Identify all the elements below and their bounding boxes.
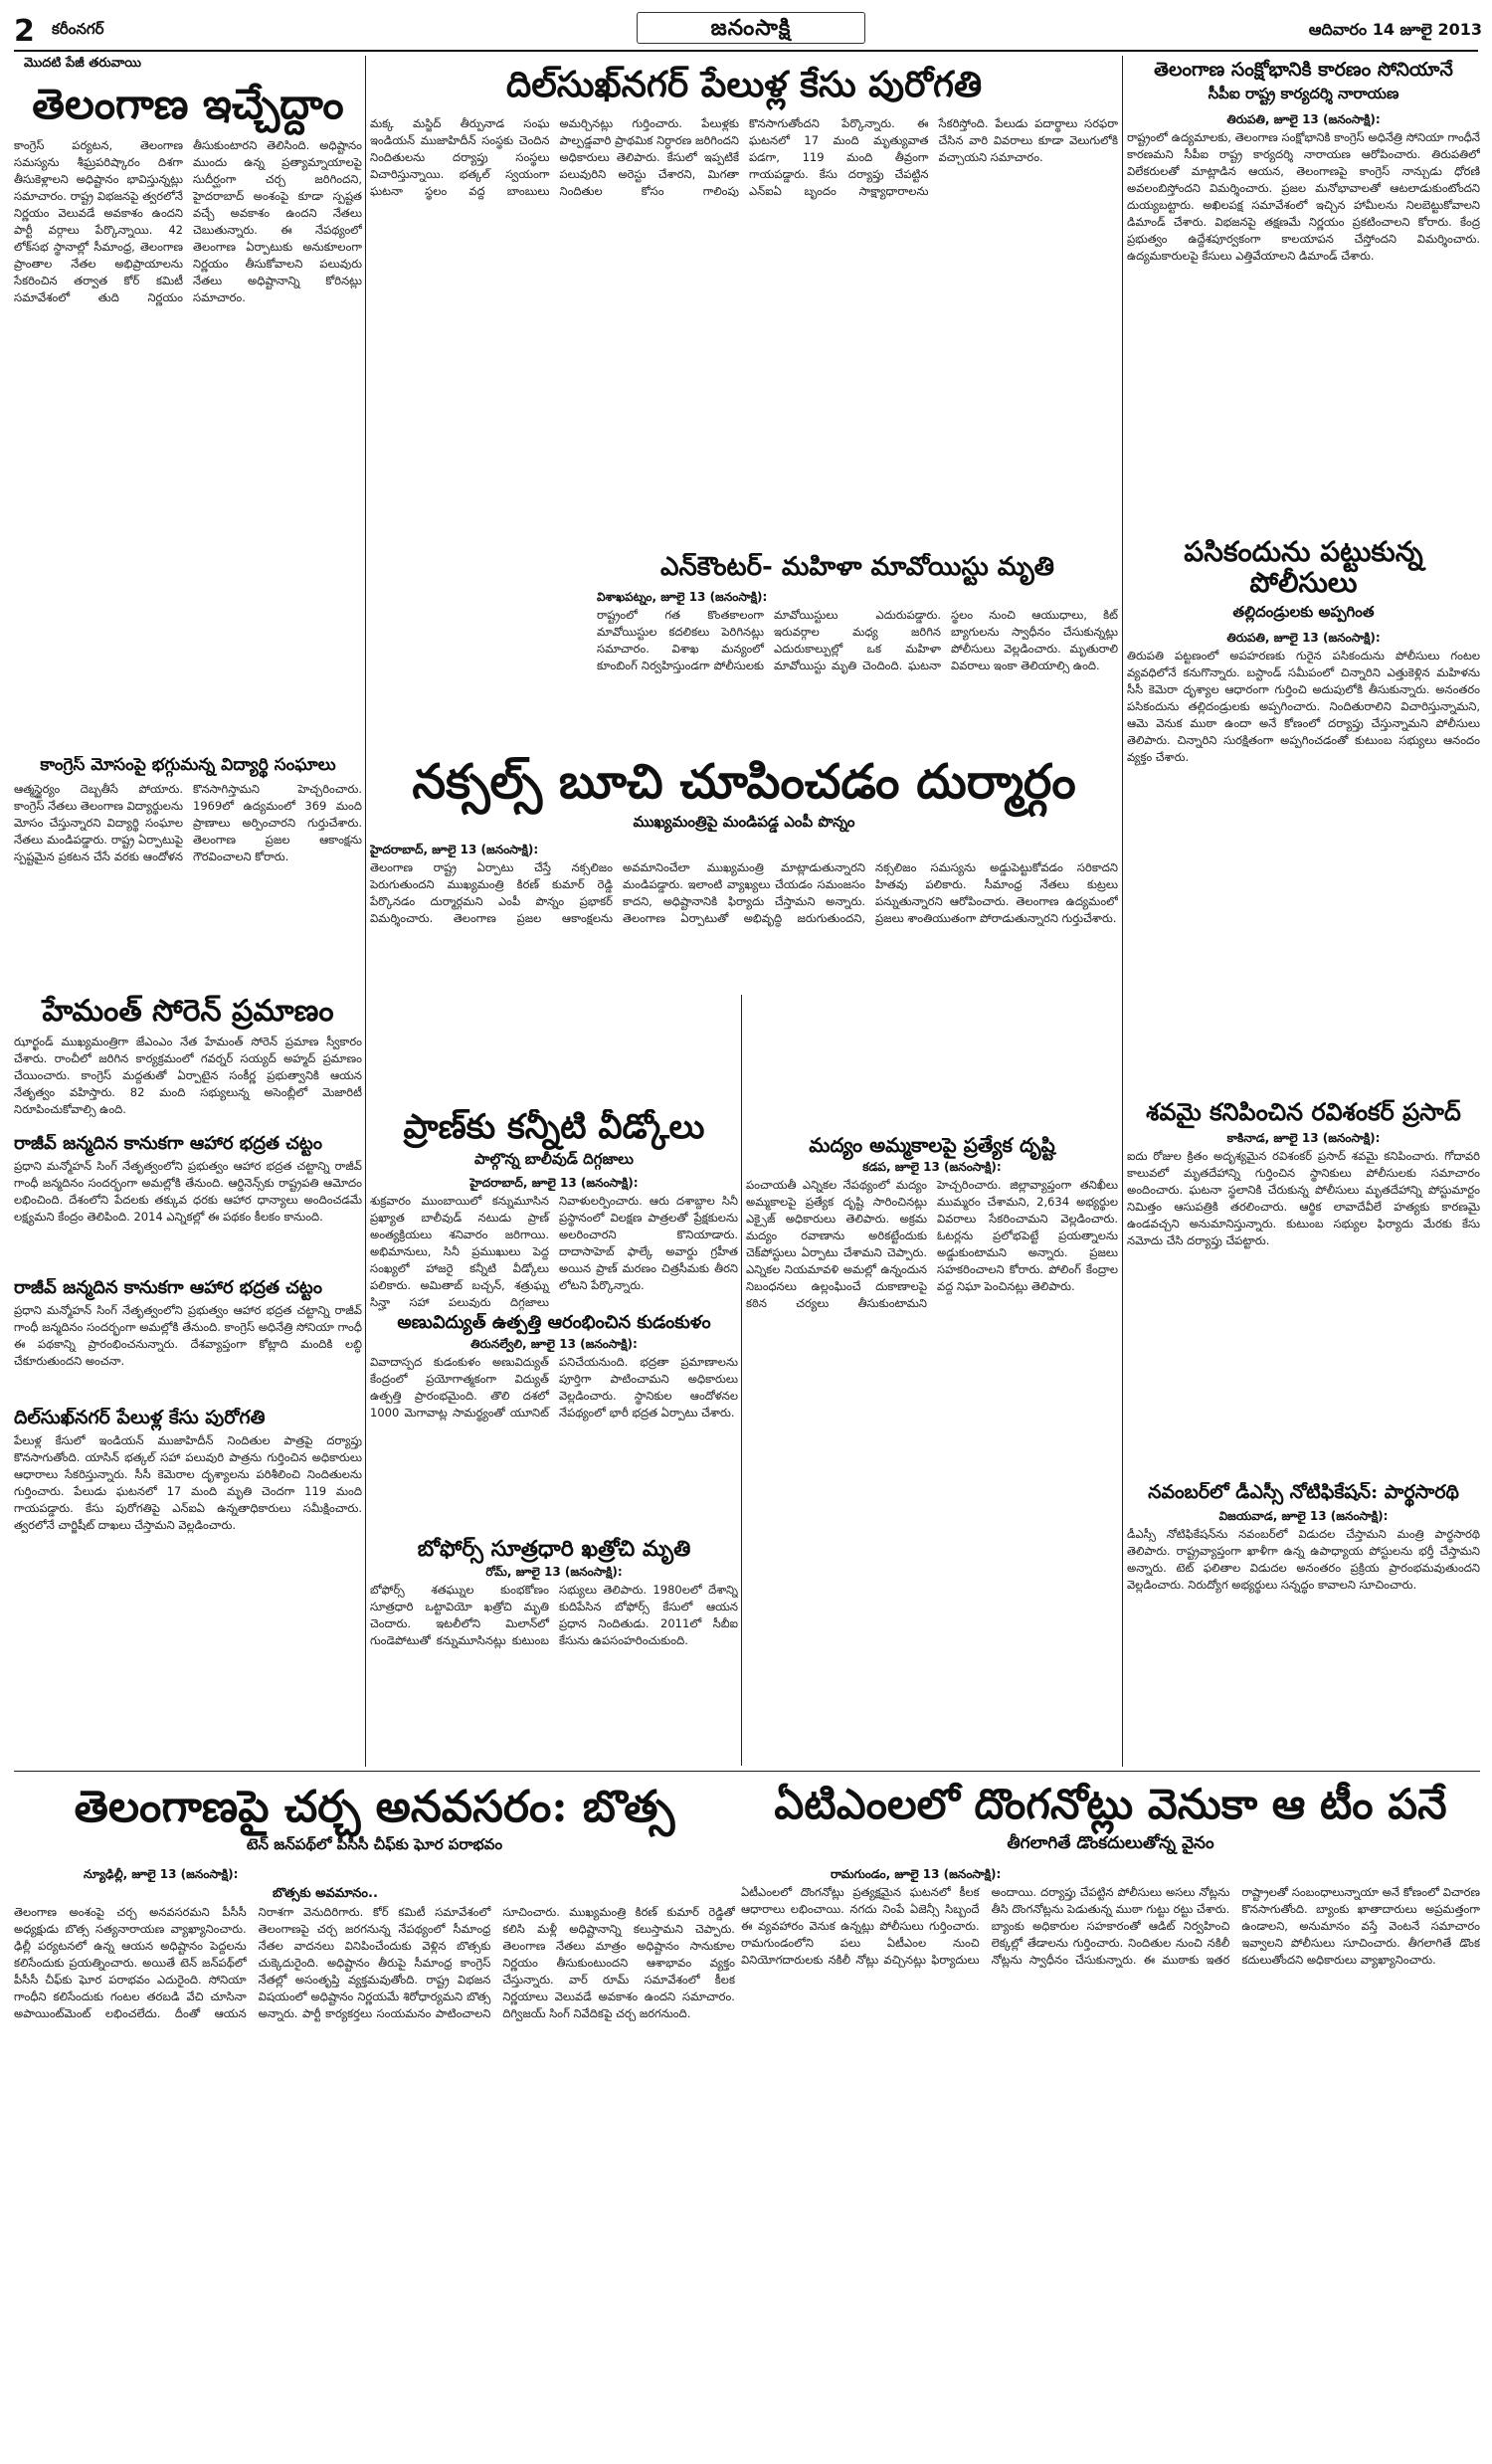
story-headline: ప్రాణ్‌కు కన్నీటి వీడ్కోలు [403,1109,705,1147]
story-dateline: రామగుండం, జూలై 13 (జనంసాక్షి): [831,1867,1002,1882]
story-headline: శవమై కనిపించిన రవిశంకర్ ప్రసాద్ [1146,1099,1461,1126]
story-headline: బోఫోర్స్ సూత్రధారి ఖత్రోచి మృతి [417,1537,691,1562]
story-body: మక్క మస్జిద్ తీర్పునాడ సంఘ ఇండియన్ ముజాహిదీన్ సంస్థకు చెందిన నిందితులను దర్యాప్తు సంస్థలు విచారిస్తున్నాయి. భత్కల్ స్వయంగా ఘటనా స్థలం వద్ద బాంబులు అమర్చినట్లు గుర్తించారు. పేలుళ్లకు పాల్పడ్డవారి ప్రాథమిక నిర్ధారణ జరిగిందని అధికారులు తెలిపారు. కేసులో ఇప్పటికే పలువురిని అరెస్టు చేశారని, మిగతా నిందితుల కోసం గాలింపు కొనసాగుతోందని పేర్కొన్నారు. ఈ ఘటనలో 17 మంది మృత్యువాత పడగా, 119 మంది తీవ్రంగా గాయపడ్డారు. కేసు దర్యాప్తు చేపట్టిన ఎన్ఐఏ బృందం సాక్ష్యాధారాలను సేకరిస్తోంది. పేలుడు పదార్థాలు సరఫరా చేసిన వారి వివరాలు కూడా వెలుగులోకి వచ్చాయని సమాచారం. [370,115,1118,198]
story-body: కాంగ్రెస్ పర్యటన, తెలంగాణ సమస్యను శీఘ్రపరిష్కారం దిశగా తీసుకెళ్లాలని అధిష్టానం భావిస్తున్నట్లు సమాచారం. రాష్ట్ర విభజనపై త్వరలోనే నిర్ణయం వెలువడే అవకాశం ఉందని పార్టీ వర్గాలు పేర్కొన్నాయి. 42 లోక్‌సభ స్థానాల్లో సీమాంధ్ర, తెలంగాణ ప్రాంతాల నేతల అభిప్రాయాలను సేకరించిన తర్వాత కోర్ కమిటీ సమావేశంలో తుది నిర్ణయం తీసుకుంటారని తెలిసింది. అధిష్టానం ముందు ఉన్న ప్రత్యామ్నాయాలపై సుదీర్ఘంగా చర్చ జరిగిందని, హైదరాబాద్ అంశంపై కూడా స్పష్టత వచ్చే అవకాశం ఉందని నేతలు చెబుతున్నారు. ఈ నేపథ్యంలో తెలంగాణ ఏర్పాటుకు అనుకూలంగా నిర్ణయం తీసుకోవాలని పలువురు నేతలు అధిష్టానాన్ని కోరినట్లు సమాచారం. [14,138,362,305]
story-body: వివాదాస్పద కుడంకుళం అణువిద్యుత్ కేంద్రంలో ప్రయోగాత్మకంగా విద్యుత్ ఉత్పత్తి ప్రారంభమైంది. తొలి దశలో 1000 మెగావాట్ల సామర్థ్యంతో యూనిట్ పనిచేయనుంది. భద్రతా ప్రమాణాలను పూర్తిగా పాటించామని అధికారులు వెల్లడించారు. స్థానికుల ఆందోళనల నేపథ్యంలో భారీ భద్రత ఏర్పాటు చేశారు. [370,1354,738,1420]
story-dateline: హైదరాబాద్, జూలై 13 (జనంసాక్షి): [469,1176,639,1191]
story-body: ప్రధాని మన్మోహన్ సింగ్ నేతృత్వంలోని ప్రభుత్వం ఆహార భద్రత చట్టాన్ని రాజీవ్ గాంధీ జన్మదినం సందర్భంగా అమల్లోకి తేనుంది. ఆర్డినెన్స్‌కు రాష్ట్రపతి ఆమోదం లభించింది. దేశంలోని పేదలకు తక్కువ ధరకు ఆహార ధాన్యాలు అందించడమే లక్ష్యమని కేంద్రం తెలిపింది. 2014 ఎన్నికల్లో ఈ పథకం కీలకం కానుంది. [14,1158,362,1224]
story-liquor [746,1134,1118,1766]
story-body: శుక్రవారం ముంబాయిలో కన్నుమూసిన ప్రఖ్యాత బాలీవుడ్ నటుడు ప్రాణ్ అంత్యక్రియలు శనివారం జరిగాయి. అభిమానులు, సినీ ప్రముఖులు పెద్ద సంఖ్యలో హాజరై కన్నీటి వీడ్కోలు పలికారు. అమితాబ్ బచ్చన్, శత్రుఘ్న సిన్హా సహా పలువురు దిగ్గజాలు నివాళులర్పించారు. ఆరు దశాబ్దాల సినీ ప్రస్థానంలో విలక్షణ పాత్రలతో ప్రేక్షకులను అలరించారని కొనియాడారు. దాదాసాహెబ్ ఫాల్కే అవార్డు గ్రహీత అయిన ప్రాణ్ మరణం చిత్రసీమకు తీరని లోటని పేర్కొన్నారు. [370,1194,738,1310]
story-headline: పసికందును పట్టుకున్న పోలీసులు [1184,537,1423,599]
column-divider [741,995,742,1766]
story-kudankulam [370,1313,738,1537]
story-subhead: తల్లిదండ్రులకు అప్పగింత [1232,602,1375,621]
column-divider [1122,56,1123,1767]
header-rule [14,50,1478,52]
story-body: బోఫోర్స్ శతఘ్నుల కుంభకోణం సూత్రధారి ఒట్టావియో ఖత్రోచి మృతి చెందారు. ఇటలీలోని మిలాన్‌లో గుండెపోటుతో కన్నుమూసినట్లు కుటుంబ సభ్యులు తెలిపారు. 1980లలో దేశాన్ని కుదిపేసిన బోఫోర్స్ కేసులో ఆయన ప్రధాన నిందితుడు. 2011లో సీబీఐ కేసును ఉపసంహరించుకుంది. [370,1583,738,1648]
story-headline: తెలంగాణ సంక్షోభానికి కారణం సోనియానే [1154,59,1453,81]
story-headline: ఎన్‌కౌంటర్- మహిళా మావోయిస్టు మృతి [660,553,1054,582]
story-bofors [370,1537,738,1766]
masthead-title: జనంసాక్షి [710,15,792,41]
story-headline: తెలంగాణపై చర్చ అనవసరం: బొత్స [74,1782,675,1832]
story-student-unions [14,756,362,995]
story-encounter [597,553,1118,752]
story-dilsukhnagar-top [370,56,1118,563]
story-food-security-2 [14,1278,362,1408]
story-headline: హేమంత్ సోరెన్ ప్రమాణం [42,995,334,1029]
story-dateline: రోమ్, జూలై 13 (జనంసాక్షి): [485,1565,623,1580]
story-body: ఐదు రోజుల క్రితం అదృశ్యమైన రవిశంకర్ ప్రసాద్ శవమై కనిపించారు. గోదావరి కాలువలో మృతదేహాన్ని గుర్తించిన స్థానికులు పోలీసులకు సమాచారం అందించారు. ఘటనా స్థలానికి చేరుకున్న పోలీసులు మృతదేహాన్ని పోస్టుమార్టం నిమిత్తం ఆసుపత్రికి తరలించారు. ఆర్థిక లావాదేవీలే హత్యకు కారణమై ఉండవచ్చని అనుమానిస్తున్నారు. కుటుంబ సభ్యుల ఫిర్యాదు మేరకు కేసు నమోదు చేసి దర్యాప్తు చేపట్టారు. [1127,1149,1480,1248]
story-headline: రాజీవ్ జన్మదిన కానుకగా ఆహార భద్రత చట్టం [14,1278,322,1298]
story-body: తిరుపతి పట్టణంలో అపహరణకు గురైన పసికందును పోలీసులు గంటల వ్యవధిలోనే కనుగొన్నారు. బస్టాండ్ సమీపంలో చిన్నారిని ఎత్తుకెళ్లిన మహిళను సీసీ కెమెరా దృశ్యాల ఆధారంగా గుర్తించి అదుపులోకి తీసుకున్నారు. అనంతరం పసికందును తల్లిదండ్రులకు అప్పగించారు. నిందితురాలిని విచారిస్తున్నామని, ఆమె వెనుక ముఠా ఉందా అనే కోణంలో దర్యాప్తు చేస్తున్నామని పోలీసులు తెలిపారు. చిన్నారిని సురక్షితంగా అప్పగించడంతో కుటుంబ సభ్యులు ఆనందం వ్యక్తం చేశారు. [1127,648,1480,764]
story-dateline: న్యూఢిల్లీ, జూలై 13 (జనంసాక్షి): [84,1867,239,1882]
story-headline: అణువిద్యుత్ ఉత్పత్తి ఆరంభించిన కుడంకుళం [397,1313,711,1333]
story-bothsa [14,1776,735,2452]
masthead-logo [637,12,865,44]
story-headline: ఏటిఎంలలో దొంగనోట్లు వెనుకా ఆ టీం పనే [774,1780,1447,1828]
story-pran [370,1109,738,1323]
story-dateline: కాకినాడ, జూలై 13 (జనంసాక్షి): [1226,1131,1381,1146]
story-body: పేలుళ్ల కేసులో ఇండియన్ ముజాహిదీన్ నిందితుల పాత్రపై దర్యాప్తు కొనసాగుతోంది. యాసిన్ భత్కల్ సహా పలువురి పాత్రను గుర్తించిన అధికారులు ఆధారాలు సేకరిస్తున్నారు. సీసీ కెమెరాల దృశ్యాలను పరిశీలించి నిందితులను గుర్తించారు. పేలుడు ఘటనలో 17 మంది మృతి చెందగా 119 మంది గాయపడ్డారు. కేసు పురోగతిపై ఎన్ఐఏ ఉన్నతాధికారులు సమీక్షించారు. త్వరలోనే చార్జిషీట్ దాఖలు చేస్తామని వెల్లడించారు. [14,1432,362,1532]
story-atm-fake-notes [741,1776,1480,2452]
story-body: రాష్ట్రంలో గత కొంతకాలంగా మావోయిస్టుల కదలికలు పెరిగినట్లు సమాచారం. విశాఖ మన్యంలో కూంబింగ్ నిర్వహిస్తుండగా పోలీసులకు మావోయిస్టులు ఎదురుపడ్డారు. ఇరువర్గాల మధ్య జరిగిన ఎదురుకాల్పుల్లో ఒక మహిళా మావోయిస్టు మృతి చెందింది. ఘటనా స్థలం నుంచి ఆయుధాలు, కిట్ బ్యాగులను స్వాధీనం చేసుకున్నట్లు పోలీసులు వెల్లడించారు. మృతురాలి వివరాలు ఇంకా తెలియాల్సి ఉంది. [597,607,1118,672]
story-body: రాష్ట్రంలో ఉద్యమాలకు, తెలంగాణ సంక్షోభానికి కాంగ్రెస్ అధినేత్రి సోనియా గాంధీనే కారణమని సీపీఐ రాష్ట్ర కార్యదర్శి నారాయణ ఆరోపించారు. తిరుపతిలో విలేకరులతో మాట్లాడిన ఆయన, తెలంగాణపై కాంగ్రెస్ నాన్చుడు ధోరణి అవలంబిస్తోందని విమర్శించారు. ప్రజల మనోభావాలతో ఆటలాడుకుంటోందని దుయ్యబట్టారు. అఖిలపక్ష సమావేశంలో ఇచ్చిన హామీలను నిలబెట్టుకోవాలని డిమాండ్ చేశారు. విభజనపై తక్షణమే నిర్ణయం ప్రకటించాలని కోరారు. కేంద్ర ప్రభుత్వం ఉద్దేశపూర్వకంగా కాలయాపన చేస్తోందని విమర్శించారు. ఉద్యమకారులపై కేసులు ఎత్తివేయాలని డిమాండ్ చేశారు. [1127,129,1480,263]
story-dateline: విజయవాడ, జూలై 13 (జనంసాక్షి): [1218,1508,1389,1523]
story-cpi-narayana [1127,56,1480,533]
story-subhead: పాల్గొన్న బాలీవుడ్ దిగ్గజాలు [474,1150,634,1169]
story-headline: నవంబర్‌లో డీఎస్సీ నోటిఫికేషన్: పార్థసారథి [1148,1482,1459,1503]
story-subhead: ముఖ్యమంత్రిపై మండిపడ్డ ఎంపీ పొన్నం [633,812,855,831]
story-headline: దిల్‌సుఖ్‌నగర్ పేలుళ్ల కేసు పురోగతి [14,1408,266,1428]
story-headline: రాజీవ్ జన్మదిన కానుకగా ఆహార భద్రత చట్టం [14,1134,322,1154]
story-body: పంచాయతీ ఎన్నికల నేపథ్యంలో మద్యం అమ్మకాలపై ప్రత్యేక దృష్టి సారించినట్లు ఎక్సైజ్ అధికారులు తెలిపారు. అక్రమ మద్యం రవాణాను అరికట్టేందుకు చెక్‌పోస్టులు ఏర్పాటు చేశామని చెప్పారు. ఎన్నికల నియమావళి అమల్లో ఉన్నందున నిబంధనలు ఉల్లంఘించే దుకాణాలపై కఠిన చర్యలు తీసుకుంటామని హెచ్చరించారు. జిల్లావ్యాప్తంగా తనిఖీలు ముమ్మరం చేశామని, 2,634 అభ్యర్థుల వివరాలు సేకరించామని వెల్లడించారు. ఓటర్లను ప్రలోభపెట్టే ప్రయత్నాలను అడ్డుకుంటామని అన్నారు. ప్రజలు సహకరించాలని కోరారు. పోలింగ్ కేంద్రాల వద్ద నిఘా పెంచినట్లు తెలిపారు. [746,1178,1118,1310]
page-number: 2 [14,14,35,49]
story-naxals [370,756,1118,995]
story-subhead: తీగలాగితే డొంకదులుతోన్న వైనం [1007,1833,1214,1854]
edition-name: కరీంనగర్ [52,20,104,38]
story-headline: కాంగ్రెస్ మోసంపై భగ్గుమన్న విద్యార్థి సంఘాలు [40,756,336,775]
story-subhead: సీపీఐ రాష్ట్ర కార్యదర్శి నారాయణ [1208,84,1399,102]
column-divider [365,752,366,1767]
story-subhead: టెన్ జన్‌పథ్‌లో పీసీసీ చీఫ్‌కు ఘోర పరాభవం [246,1835,503,1854]
story-police-child [1127,537,1480,915]
column-divider [365,56,366,752]
story-headline: మద్యం అమ్మకాలపై ప్రత్యేక దృష్టి [809,1134,1055,1157]
story-kicker: మొదటి పేజీ తరువాయి [24,56,141,71]
story-body: ఝార్ఖండ్ ముఖ్యమంత్రిగా జేఎంఎం నేత హేమంత్ సోరెన్ ప్రమాణ స్వీకారం చేశారు. రాంచీలో జరిగిన కార్యక్రమంలో గవర్నర్ సయ్యద్ అహ్మద్ ప్రమాణం చేయించారు. కాంగ్రెస్ మద్దతుతో ఏర్పాటైన సంకీర్ణ ప్రభుత్వానికి ఆయన నేతృత్వం వహిస్తారు. 82 మంది సభ్యులున్న అసెంబ్లీలో మెజారిటీ నిరూపించుకోవాల్సి ఉంది. [14,1035,362,1116]
story-body: ఏటీఎంలలో దొంగనోట్లు ప్రత్యక్షమైన ఘటనలో కీలక ఆధారాలు లభించాయి. నగదు నింపే ఏజెన్సీ సిబ్బందే ఈ వ్యవహారం వెనుక ఉన్నట్లు పోలీసులు గుర్తించారు. రామగుండంలోని పలు ఏటీఎంల నుంచి వినియోగదారులకు నకిలీ నోట్లు వచ్చినట్లు ఫిర్యాదులు అందాయి. దర్యాప్తు చేపట్టిన పోలీసులు అసలు నోట్లను తీసి దొంగనోట్లను పెడుతున్న ముఠా గుట్టు రట్టు చేశారు. బ్యాంకు అధికారుల సహకారంతో ఆడిట్ నిర్వహించి లెక్కల్లో తేడాలను గుర్తించారు. నిందితుల నుంచి నకిలీ నోట్లను స్వాధీనం చేసుకున్నారు. ఈ ముఠాకు ఇతర రాష్ట్రాలతో సంబంధాలున్నాయా అనే కోణంలో విచారణ కొనసాగుతోంది. బ్యాంకు ఖాతాదారులు అప్రమత్తంగా ఉండాలని, అనుమానం వస్తే వెంటనే సమాచారం ఇవ్వాలని పోలీసులు సూచించారు. తీగలాగితే డొంక కదులుతోందని అధికారులు వ్యాఖ్యానించారు. [741,1885,1480,1968]
story-body: తెలంగాణ అంశంపై చర్చ అనవసరమని పీసీసీ అధ్యక్షుడు బొత్స సత్యనారాయణ వ్యాఖ్యానించారు. ఢిల్లీ పర్యటనలో ఉన్న ఆయన అధిష్టానం పెద్దలను కలిసేందుకు ప్రయత్నించారు. అయితే టెన్ జన్‌పథ్‌లో పీసీసీ చీఫ్‌కు ఘోర పరాభవం ఎదురైంది. సోనియా గాంధీని కలిసేందుకు గంటల తరబడి వేచి చూసినా అపాయింట్‌మెంట్ లభించలేదు. దీంతో ఆయన నిరాశగా వెనుదిరిగారు. కోర్ కమిటీ సమావేశంలో తెలంగాణపై చర్చ జరగనున్న నేపథ్యంలో సీమాంధ్ర నేతల వాదనలు వినిపించేందుకు వెళ్లిన బొత్సకు చుక్కెదురైంది. అధిష్టానం తీరుపై సీమాంధ్ర కాంగ్రెస్ నేతల్లో అసంతృప్తి వ్యక్తమవుతోంది. రాష్ట్ర విభజన విషయంలో అధిష్టానం నిర్ణయమే శిరోధార్యమని బొత్స అన్నారు. పార్టీ కార్యకర్తలు సంయమనం పాటించాలని సూచించారు. ముఖ్యమంత్రి కిరణ్ కుమార్ రెడ్డితో కలిసి మళ్లీ అధిష్టానాన్ని కలుస్తామని చెప్పారు. తెలంగాణ నేతలు మాత్రం అధిష్టానం సానుకూల నిర్ణయం తీసుకుంటుందని ఆశాభావం వ్యక్తం చేస్తున్నారు. వార్ రూమ్ సమావేశంలో కీలక నిర్ణయాలు వెలువడే అవకాశం ఉందని సమాచారం. దిగ్విజయ్ సింగ్ నివేదికపై చర్చ జరగనుంది. [14,1905,735,2021]
story-dateline: కడప, జూలై 13 (జనంసాక్షి): [862,1160,1002,1174]
story-dateline: తిరునల్వేలి, జూలై 13 (జనంసాక్షి): [470,1336,638,1351]
story-body: ప్రధాని మన్మోహన్ సింగ్ నేతృత్వంలోని ప్రభుత్వం ఆహార భద్రత చట్టాన్ని రాజీవ్ గాంధీ జన్మదినం సందర్భంగా అమల్లోకి తేనుంది. కాంగ్రెస్ అధినేత్రి సోనియా గాంధీ ఈ పథకాన్ని ప్రారంభించనున్నారు. దేశవ్యాప్తంగా కోట్లాది మందికి లబ్ధి చేకూరుతుందని అంచనా. [14,1302,362,1368]
story-dsc [1127,1482,1480,1771]
story-headline: దిల్‌సుఖ్‌నగర్ పేలుళ్ల కేసు పురోగతి [505,64,983,105]
story-body: ఆత్మస్థైర్యం దెబ్బతీసే పోయారు. కాంగ్రెస్ నేతలు తెలంగాణ విద్యార్థులను మోసం చేస్తున్నారని విద్యార్థి సంఘాల నేతలు మండిపడ్డారు. రాష్ట్ర ఏర్పాటుపై స్పష్టమైన ప్రకటన చేసే వరకు ఆందోళన కొనసాగిస్తామని హెచ్చరించారు. 1969లో ఉద్యమంలో 369 మంది ప్రాణాలు అర్పించారని గుర్తుచేశారు. తెలంగాణ ప్రజల ఆకాంక్షను గౌరవించాలని కోరారు. [14,781,362,863]
issue-date: ఆదివారం 14 జూలై 2013 [1308,20,1482,39]
story-dateline: విశాఖపట్నం, జూలై 13 (జనంసాక్షి): [597,589,768,604]
story-dateline: తిరుపతి, జూలై 13 (జనంసాక్షి): [1226,630,1381,645]
story-food-security-1 [14,1134,362,1283]
story-subhead-inline: బొత్సకు అవమానం.. [273,1886,378,1902]
story-body: డీఎస్సీ నోటిఫికేషన్‌ను నవంబర్‌లో విడుదల చేస్తామని మంత్రి పార్థసారథి తెలిపారు. రాష్ట్రవ్యాప్తంగా ఖాళీగా ఉన్న ఉపాధ్యాయ పోస్టులను భర్తీ చేస్తామని అన్నారు. టెట్ ఫలితాల విడుదల అనంతరం ప్రక్రియ ప్రారంభమవుతుందని వెల్లడించారు. నిరుద్యోగ అభ్యర్థులు సన్నద్ధం కావాలని సూచించారు. [1127,1526,1480,1592]
story-headline: నక్సల్స్ బూచి చూపించడం దుర్మార్గం [412,756,1076,810]
section-rule [14,1771,1480,1772]
story-dilsukhnagar-left [14,1408,362,1766]
story-body: తెలంగాణ రాష్ట్ర ఏర్పాటు చేస్తే నక్సలిజం పెరుగుతుందని ముఖ్యమంత్రి కిరణ్ కుమార్ రెడ్డి పేర్కొనడం దుర్మార్గమని ఎంపీ పొన్నం ప్రభాకర్ విమర్శించారు. తెలంగాణ ప్రజల ఆకాంక్షలను అవమానించేలా ముఖ్యమంత్రి మాట్లాడుతున్నారని మండిపడ్డారు. ఇలాంటి వ్యాఖ్యలు చేయడం సమంజసం కాదని, అధిష్టానానికి ఫిర్యాదు చేస్తామని అన్నారు. తెలంగాణ ఏర్పాటుతో అభివృద్ధి జరుగుతుందని, నక్సలిజం సమస్యను అడ్డుపెట్టుకోవడం సరికాదని హితవు పలికారు. సీమాంధ్ర నేతలు కుట్రలు పన్నుతున్నారని ఆరోపించారు. తెలంగాణ ఉద్యమంలో ప్రజలు శాంతియుతంగా పోరాడుతున్నారని గుర్తుచేశారు. [370,859,1118,925]
story-headline: తెలంగాణ ఇచ్చేద్దాం [32,80,344,128]
story-dateline: తిరుపతి, జూలై 13 (జనంసాక్షి): [1226,111,1381,126]
story-telangana-split [14,56,362,752]
story-ravishankar [1127,1099,1480,1358]
story-dateline: హైదరాబాద్, జూలై 13 (జనంసాక్షి): [370,842,539,856]
